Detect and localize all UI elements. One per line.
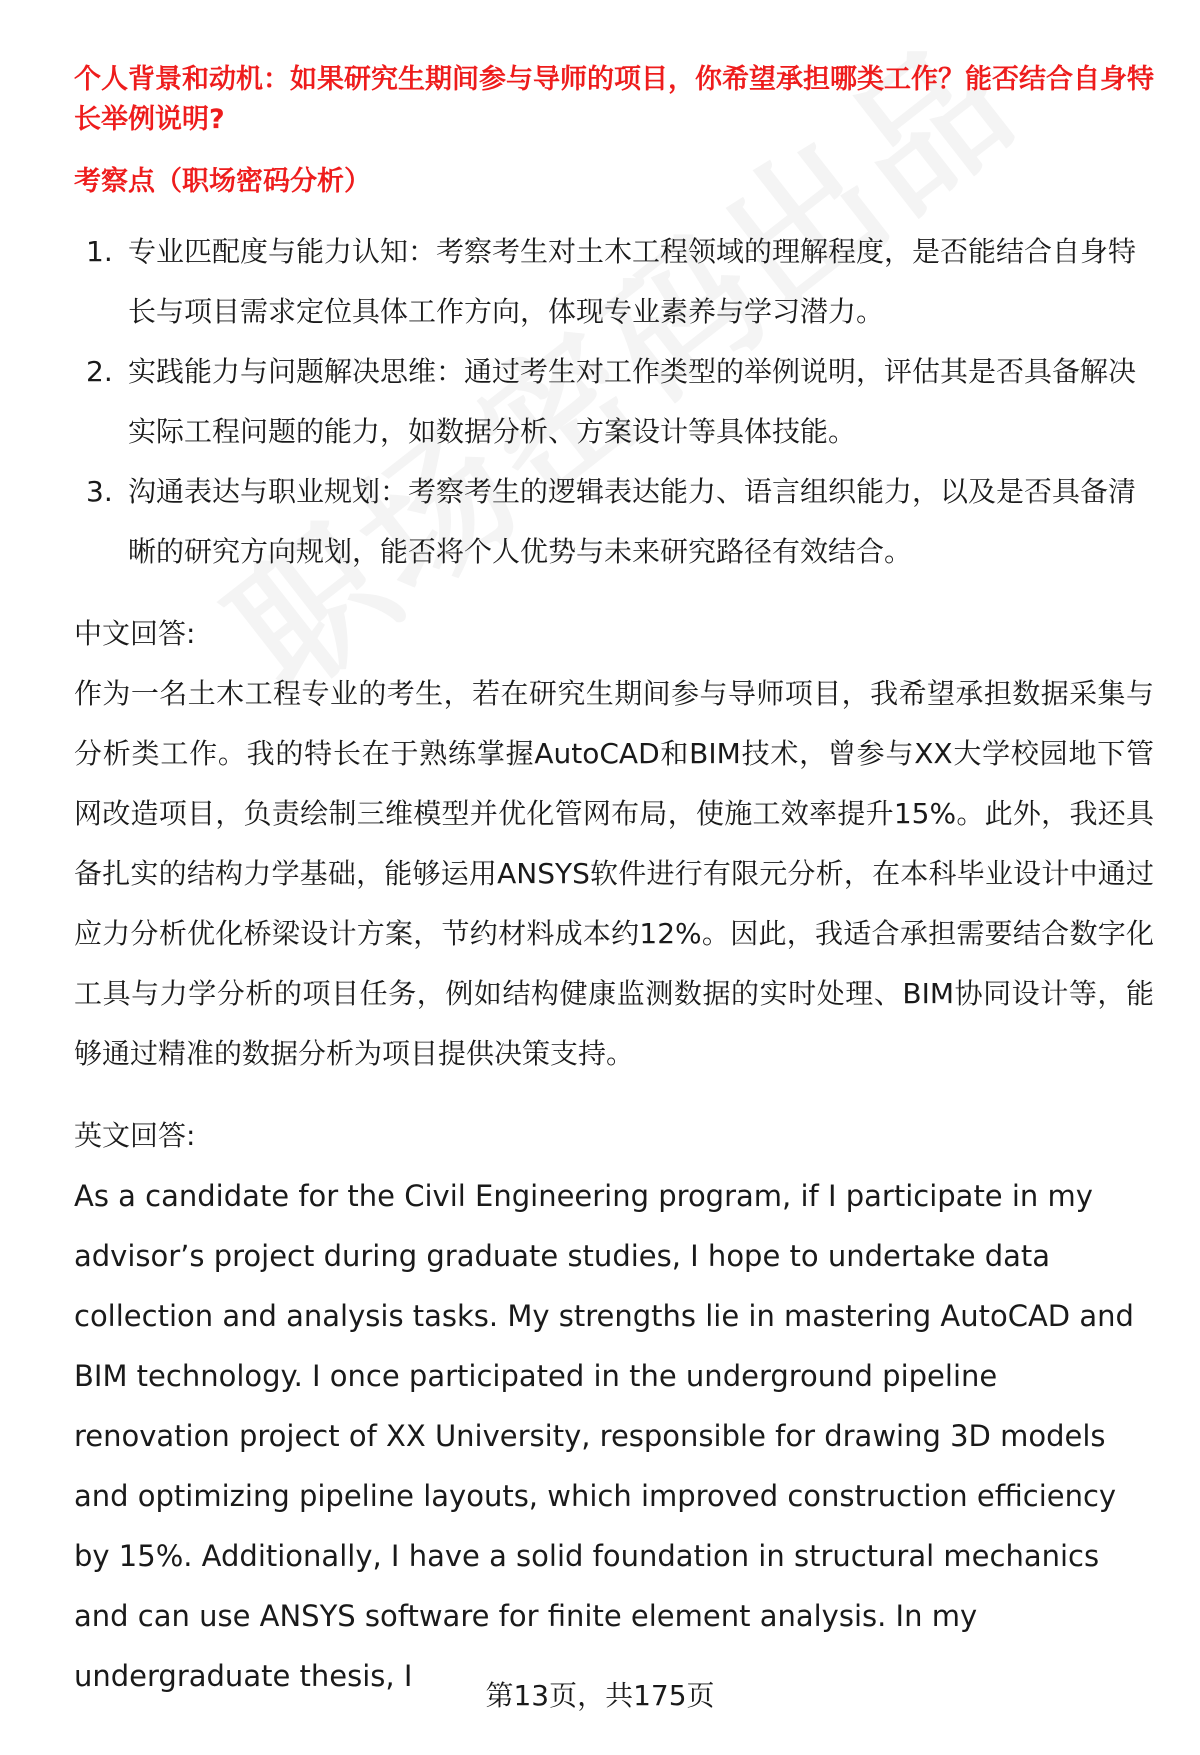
content-area <box>74 60 1154 1706</box>
english-answer-text: As a candidate for the Civil Engineering program, if I participate in my advisor’s project during graduate studies, I hope to undertake data collection and analysis tasks. My strengths lie in mastering AutoCAD and BIM technology. I once participated in the underground pipeline renovation project of XX University, responsible for drawing 3D models and optimizing pipeline layouts, which improved construction efficiency by 15%. Additionally, I have a solid foundation in structural mechanics and can use ANSYS software for finite element analysis. In my undergraduate thesis, I <box>74 1179 1134 1693</box>
point-number: 1. <box>86 235 113 268</box>
assessment-point <box>74 462 1154 582</box>
chinese-answer-label: 中文回答: <box>74 617 196 650</box>
english-answer-label: 英文回答: <box>74 1119 196 1152</box>
point-text: 专业匹配度与能力认知：考察考生对土木工程领域的理解程度，是否能结合自身特长与项目需求定位具体工作方向，体现专业素养与学习潜力。 <box>128 235 1137 328</box>
point-text: 沟通表达与职业规划：考察考生的逻辑表达能力、语言组织能力，以及是否具备清晰的研究方向规划，能否将个人优势与未来研究路径有效结合。 <box>128 475 1137 568</box>
point-number: 3. <box>86 475 113 508</box>
chinese-answer-text: 作为一名土木工程专业的考生，若在研究生期间参与导师项目，我希望承担数据采集与分析类工作。我的特长在于熟练掌握AutoCAD和BIM技术，曾参与XX大学校园地下管网改造项目，负责绘制三维模型并优化管网布局，使施工效率提升15%。此外，我还具备扎实的结构力学基础，能够运用ANSYS软件进行有限元分析，在本科毕业设计中通过应力分析优化桥梁设计方案，节约材料成本约12%。因此，我适合承担需要结合数字化工具与力学分析的项目任务，例如结构健康监测数据的实时处理、BIM协同设计等，能够通过精准的数据分析为项目提供决策支持。 <box>74 677 1154 1070</box>
assessment-point <box>74 342 1154 462</box>
assessment-heading: 考察点（职场密码分析） <box>74 166 371 197</box>
assessment-points-list <box>74 222 1154 582</box>
point-text: 实践能力与问题解决思维：通过考生对工作类型的举例说明，评估其是否具备解决实际工程问题的能力，如数据分析、方案设计等具体技能。 <box>128 355 1137 448</box>
assessment-point <box>74 222 1154 342</box>
question-title: 个人背景和动机：如果研究生期间参与导师的项目，你希望承担哪类工作？能否结合自身特长举例说明? <box>74 64 1154 135</box>
point-number: 2. <box>86 355 113 388</box>
page-number-footer: 第13页，共175页 <box>485 1679 715 1712</box>
